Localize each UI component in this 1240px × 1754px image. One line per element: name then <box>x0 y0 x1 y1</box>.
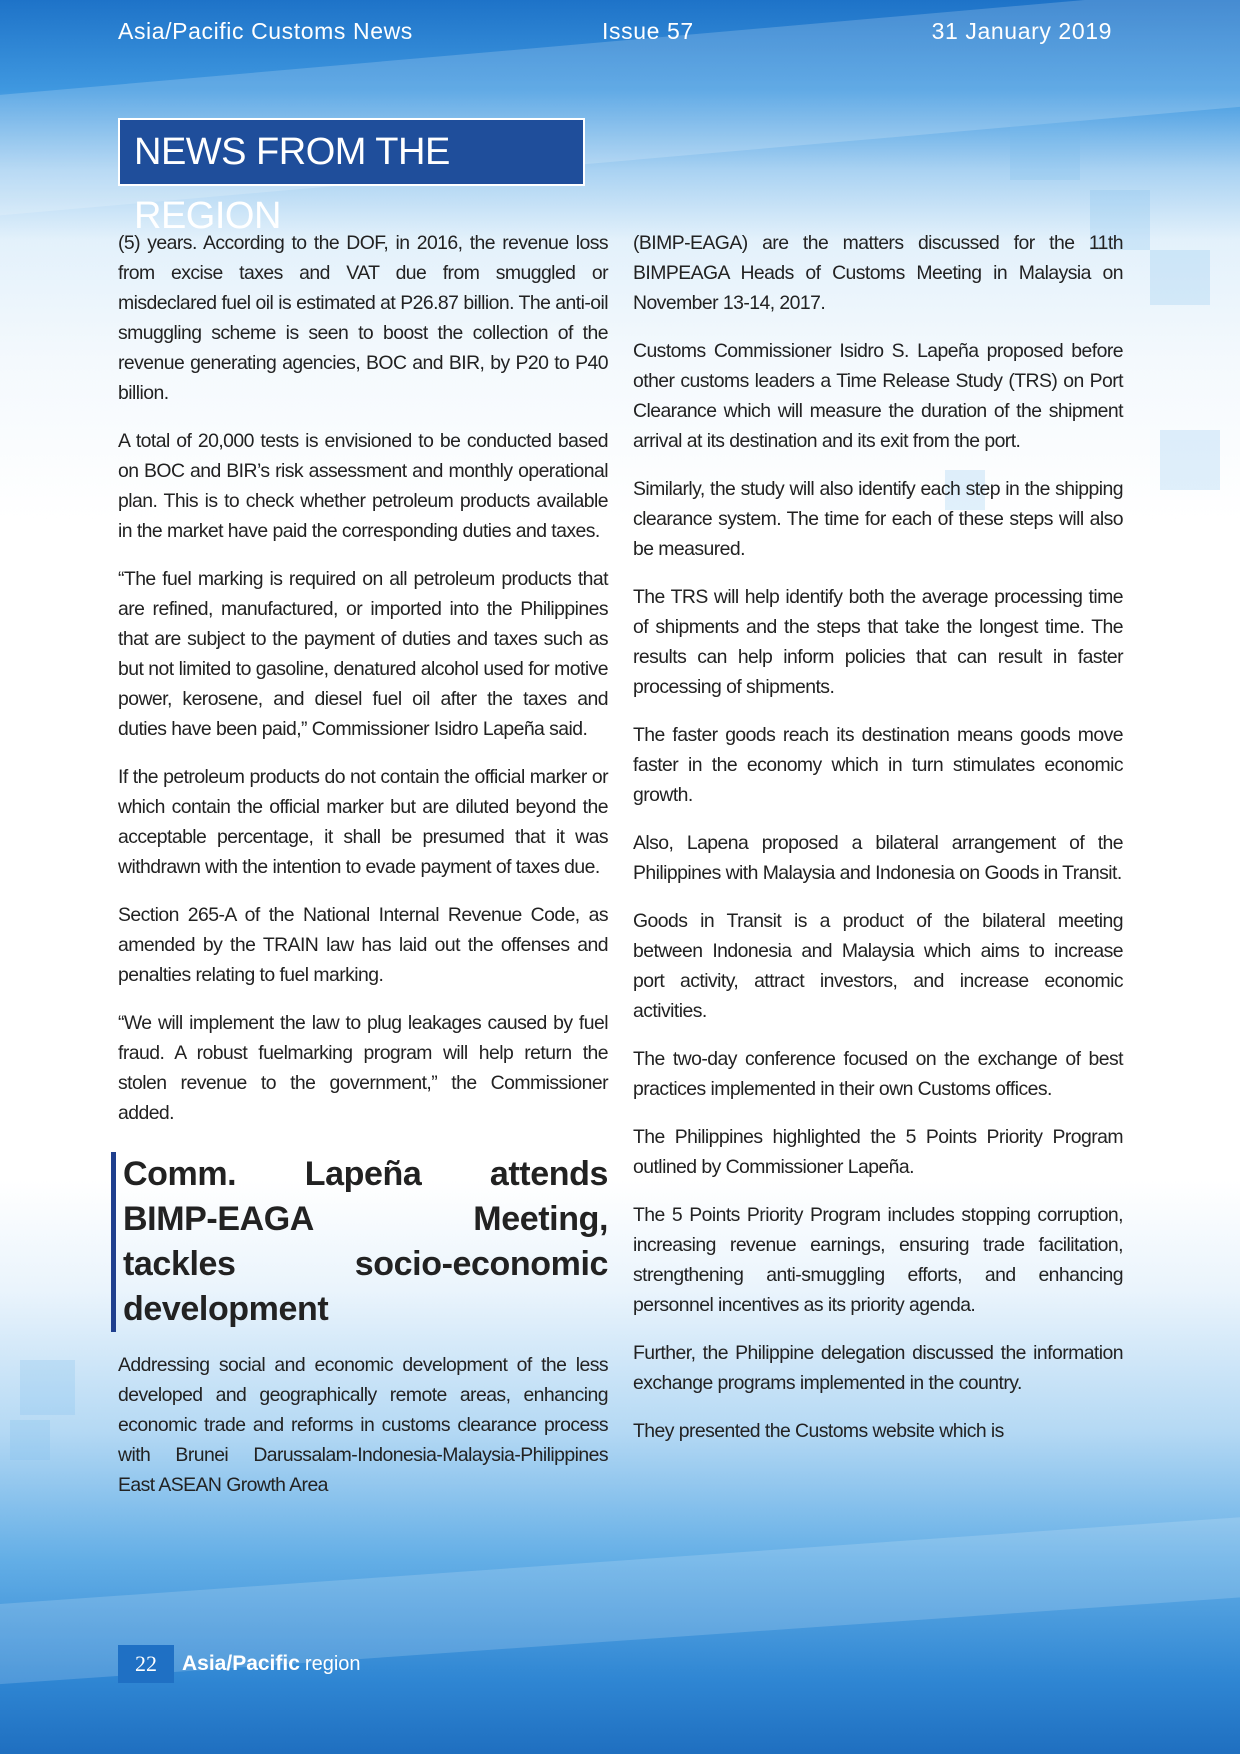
paragraph: If the petroleum products do not contain the official marker or which contain the official marker but are diluted beyond the acceptable percentage, it shall be presumed that it was withdrawn with the intention to evade payment of taxes due. <box>118 766 608 878</box>
paragraph: The 5 Points Priority Program includes stopping corruption, increasing revenue earnings, ensuring trade facilitation, strengthening anti-smuggling efforts, and enhancing personnel incentives as its priority agenda. <box>633 1204 1123 1316</box>
issue-number: Issue 57 <box>602 18 694 44</box>
heading-line: Comm. Lapeña attends <box>123 1155 608 1193</box>
paragraph: A total of 20,000 tests is envisioned to be conducted based on BOC and BIR’s risk assessment and monthly operational plan. This is to check whether petroleum products available in the market have paid the corresponding duties and taxes. <box>118 430 608 542</box>
right-column <box>633 228 1123 1464</box>
paragraph: (BIMP-EAGA) are the matters discussed for the 11th BIMPEAGA Heads of Customs Meeting in Malaysia on November 13-14, 2017. <box>633 232 1123 314</box>
section-banner: NEWS FROM THE REGION <box>118 118 585 186</box>
paragraph: The two-day conference focused on the exchange of best practices implemented in their own Customs offices. <box>633 1048 1123 1100</box>
heading-line: development <box>123 1290 329 1328</box>
heading-line: tackles socio-economic <box>123 1245 608 1283</box>
paragraph: Goods in Transit is a product of the bilateral meeting between Indonesia and Malaysia which aims to increase port activity, attract investors, and increase economic activities. <box>633 910 1123 1022</box>
page-header <box>0 18 1240 54</box>
left-column <box>118 228 608 1518</box>
footer-section-light: region <box>304 1652 361 1675</box>
page-number: 22 <box>118 1645 174 1683</box>
issue-date: 31 January 2019 <box>931 18 1112 44</box>
footer-section-bold: Asia/Pacific <box>182 1652 300 1675</box>
page-footer <box>118 1645 361 1683</box>
paragraph: Section 265-A of the National Internal Revenue Code, as amended by the TRAIN law has laid out the offenses and penalties relating to fuel marking. <box>118 904 608 986</box>
heading-line: BIMP-EAGA Meeting, <box>123 1200 608 1238</box>
article-heading <box>111 1152 608 1332</box>
paragraph: Further, the Philippine delegation discussed the information exchange programs implemented in the country. <box>633 1342 1123 1394</box>
paragraph: (5) years. According to the DOF, in 2016, the revenue loss from excise taxes and VAT due from smuggled or misdeclared fuel oil is estimated at P26.87 billion. The anti-oil smuggling scheme is seen to boost the collection of the revenue generating agencies, BOC and BIR, by P20 to P40 billion. <box>118 232 608 404</box>
paragraph: The faster goods reach its destination means goods move faster in the economy which in turn stimulates economic growth. <box>633 724 1123 806</box>
paragraph: The Philippines highlighted the 5 Points Priority Program outlined by Commissioner Lapeña. <box>633 1126 1123 1178</box>
publication-title: Asia/Pacific Customs News <box>118 18 413 44</box>
paragraph: Also, Lapena proposed a bilateral arrangement of the Philippines with Malaysia and Indonesia on Goods in Transit. <box>633 832 1123 884</box>
paragraph: “We will implement the law to plug leakages caused by fuel fraud. A robust fuelmarking program will help return the stolen revenue to the government,” the Commissioner added. <box>118 1012 608 1124</box>
paragraph: Customs Commissioner Isidro S. Lapeña proposed before other customs leaders a Time Release Study (TRS) on Port Clearance which will measure the duration of the shipment arrival at its destination and its exit from the port. <box>633 340 1123 452</box>
paragraph: “The fuel marking is required on all petroleum products that are refined, manufactured, or imported into the Philippines that are subject to the payment of duties and taxes such as but not limited to gasoline, denatured alcohol used for motive power, kerosene, and diesel fuel oil after the taxes and duties have been paid,” Commissioner Isidro Lapeña said. <box>118 568 608 740</box>
paragraph: Addressing social and economic development of the less developed and geographically remote areas, enhancing economic trade and reforms in customs clearance process with Brunei Darussalam-Indonesia-Malaysia-Philippines East ASEAN Growth Area <box>118 1354 608 1496</box>
paragraph: Similarly, the study will also identify each step in the shipping clearance system. The time for each of these steps will also be measured. <box>633 478 1123 560</box>
paragraph: The TRS will help identify both the average processing time of shipments and the steps that take the longest time. The results can help inform policies that can result in faster processing of shipments. <box>633 586 1123 698</box>
paragraph: They presented the Customs website which is <box>633 1420 1004 1442</box>
